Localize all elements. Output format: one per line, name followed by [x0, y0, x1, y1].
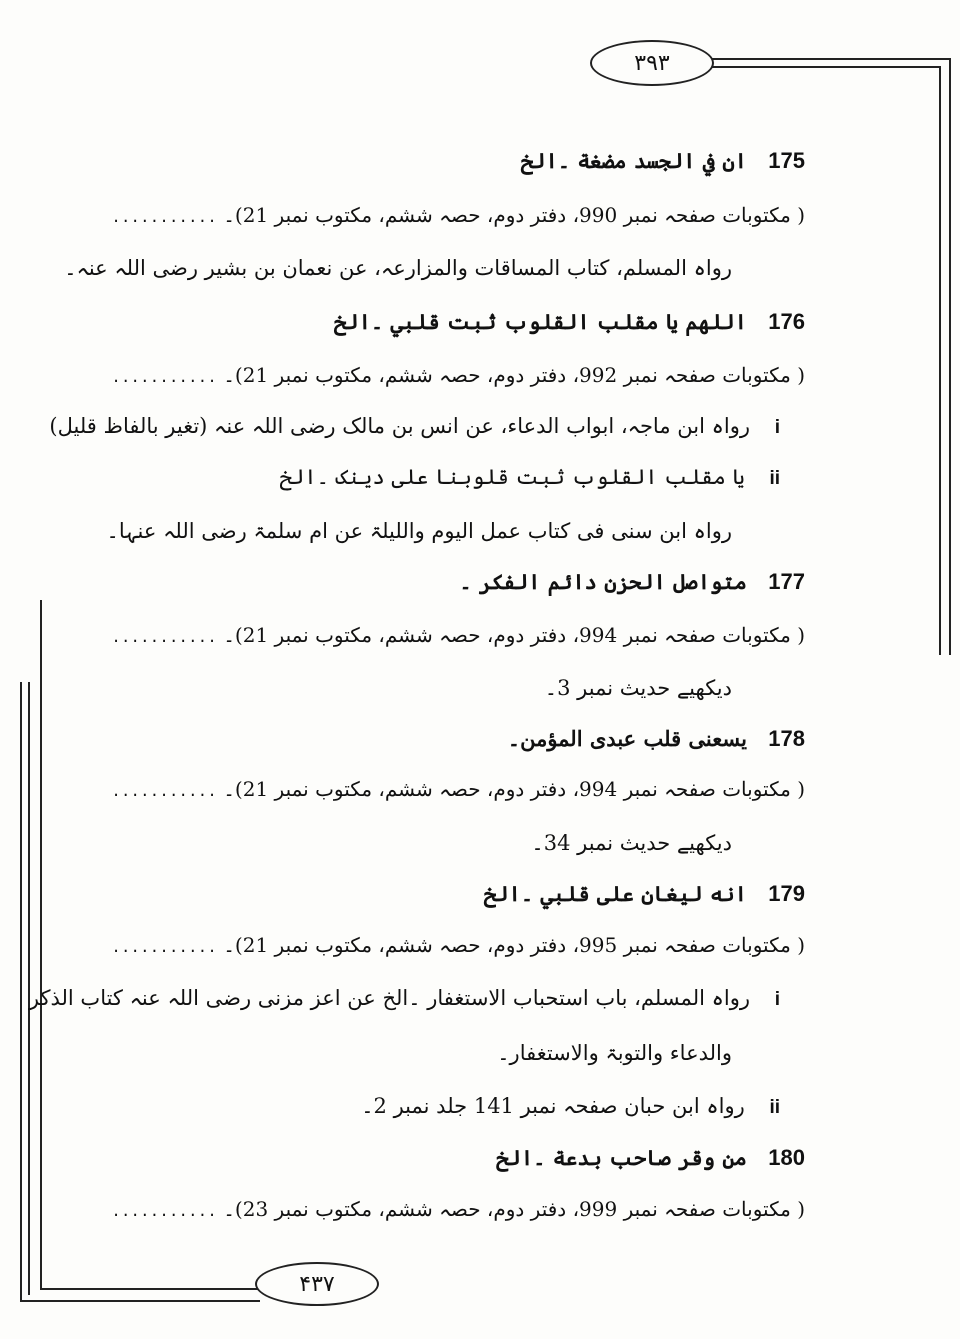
- page-number-bottom-text: ۴٣٧: [299, 1271, 335, 1297]
- entry-179-item-ii: [150, 1090, 780, 1124]
- entry-179-i-text: رواہ المسلم، باب استحباب الاستغفار ۔الخ عن اعز مزنی رضی اللہ عنہ کتاب الذکر: [28, 986, 751, 1010]
- entry-180-text: من وقر صاحب بدعة ۔الخ: [496, 1145, 747, 1170]
- entry-176-reference: [111, 359, 805, 394]
- entry-176-i-text: رواہ ابن ماجہ، ابواب الدعاء، عن انس بن مالک رضی اللہ عنہ (تغیر بالفاظ قلیل): [49, 414, 751, 438]
- entry-175-note: [64, 252, 732, 284]
- frame-right-line-inner: [939, 66, 941, 655]
- entry-176-i-label: i: [774, 417, 780, 438]
- entry-175-note-text: رواہ المسلم، کتاب المساقات والمزارعہ، عن نعمان بن بشیر رضی اللہ عنہ۔: [64, 256, 732, 280]
- entry-177-note: [150, 672, 732, 704]
- entry-180-dots: ...........: [111, 1203, 217, 1221]
- entry-178-number: 178: [768, 726, 805, 751]
- entry-179-i-label: i: [774, 989, 780, 1010]
- entry-176-number: 176: [768, 309, 805, 334]
- entry-178-reference: [111, 773, 805, 808]
- entry-178-text: یسعنی قلب عبدی المؤمن۔: [507, 726, 747, 751]
- entry-179-text: انه لیغان علی قلبي ۔الخ: [483, 881, 747, 906]
- entry-178-note-text: دیکھیے حدیث نمبر 34۔: [531, 831, 732, 855]
- entry-176-dots: ...........: [111, 369, 217, 387]
- frame-top-line-inner: [700, 66, 940, 68]
- entry-178-dots: ...........: [111, 783, 217, 801]
- entry-177-text: متواصل الحزن دائم الفكر ۔: [459, 569, 747, 594]
- frame-bottom-line-inner: [40, 1288, 260, 1290]
- frame-top-line-outer: [700, 58, 950, 60]
- entry-179-ii-text: رواہ ابن حبان صفحہ نمبر 141 جلد نمبر 2۔: [361, 1094, 745, 1118]
- frame-left-line-inner: [20, 682, 22, 1302]
- entry-178-heading: [150, 723, 805, 755]
- entry-179-heading: [150, 878, 805, 910]
- entry-180-heading: [150, 1142, 805, 1174]
- entry-177-ref-text: ( مکتوبات صفحہ نمبر 994، دفتر دوم، حصہ ششم، مکتوب نمبر 21)۔: [223, 623, 805, 647]
- entry-177-heading: [150, 566, 805, 598]
- entry-176-item-i: [49, 410, 780, 444]
- page-number-top-text: ٣٩٣: [634, 50, 670, 76]
- entry-178-note: [150, 827, 732, 859]
- entry-179-number: 179: [768, 881, 805, 906]
- frame-bottom-line-outer: [20, 1300, 260, 1302]
- entry-176-item-ii: [150, 461, 780, 495]
- entry-179-ref-text: ( مکتوبات صفحہ نمبر 995، دفتر دوم، حصہ ششم، مکتوب نمبر 21)۔: [223, 933, 805, 957]
- entry-175-dots: ...........: [111, 209, 217, 227]
- entry-179-ii-label: ii: [769, 1097, 780, 1118]
- entry-177-number: 177: [768, 569, 805, 594]
- entry-175-number: 175: [768, 148, 805, 173]
- entry-178-ref-text: ( مکتوبات صفحہ نمبر 994، دفتر دوم، حصہ ششم، مکتوب نمبر 21)۔: [223, 777, 805, 801]
- entry-179-i-text-continued: والدعاء والتوبۃ والاستغفار۔: [497, 1041, 732, 1065]
- page-number-bottom: [255, 1262, 379, 1306]
- page-number-top: [590, 40, 714, 86]
- entry-179-item-i-continued: [150, 1037, 732, 1069]
- entry-177-reference: [111, 619, 805, 654]
- entry-177-dots: ...........: [111, 629, 217, 647]
- entry-179-dots: ...........: [111, 939, 217, 957]
- entry-179-item-i: [28, 982, 780, 1016]
- entry-176-heading: [150, 306, 805, 338]
- entry-175-ref-text: ( مکتوبات صفحہ نمبر 990، دفتر دوم، حصہ ششم، مکتوب نمبر 21)۔: [223, 203, 805, 227]
- entry-175-reference: [111, 199, 805, 234]
- entry-179-reference: [111, 929, 805, 964]
- entry-175-heading: [150, 145, 805, 177]
- entry-176-ii-text: یا مقلب القلوب ثبت قلوبنا علی دینک ۔الخ: [279, 465, 745, 489]
- entry-176-note: [106, 515, 732, 547]
- entry-180-reference: [111, 1193, 805, 1228]
- entry-177-note-text: دیکھیے حدیث نمبر 3۔: [544, 676, 732, 700]
- entry-180-ref-text: ( مکتوبات صفحہ نمبر 999، دفتر دوم، حصہ ششم، مکتوب نمبر 23)۔: [223, 1197, 805, 1221]
- entry-176-ref-text: ( مکتوبات صفحہ نمبر 992، دفتر دوم، حصہ ششم، مکتوب نمبر 21)۔: [223, 363, 805, 387]
- entry-176-note-text: رواہ ابن سنی فی کتاب عمل الیوم واللیلۃ عن ام سلمۃ رضی اللہ عنہا۔: [106, 519, 732, 543]
- frame-left-line-outer: [40, 600, 42, 1290]
- frame-right-line-outer: [949, 58, 951, 655]
- entry-175-text: ان في الجسد مضغة ۔الخ: [520, 148, 747, 173]
- entry-176-text: اللهم یا مقلب القلوب ثبت قلبي ۔الخ: [333, 309, 747, 334]
- entry-176-ii-label: ii: [769, 468, 780, 489]
- entry-180-number: 180: [768, 1145, 805, 1170]
